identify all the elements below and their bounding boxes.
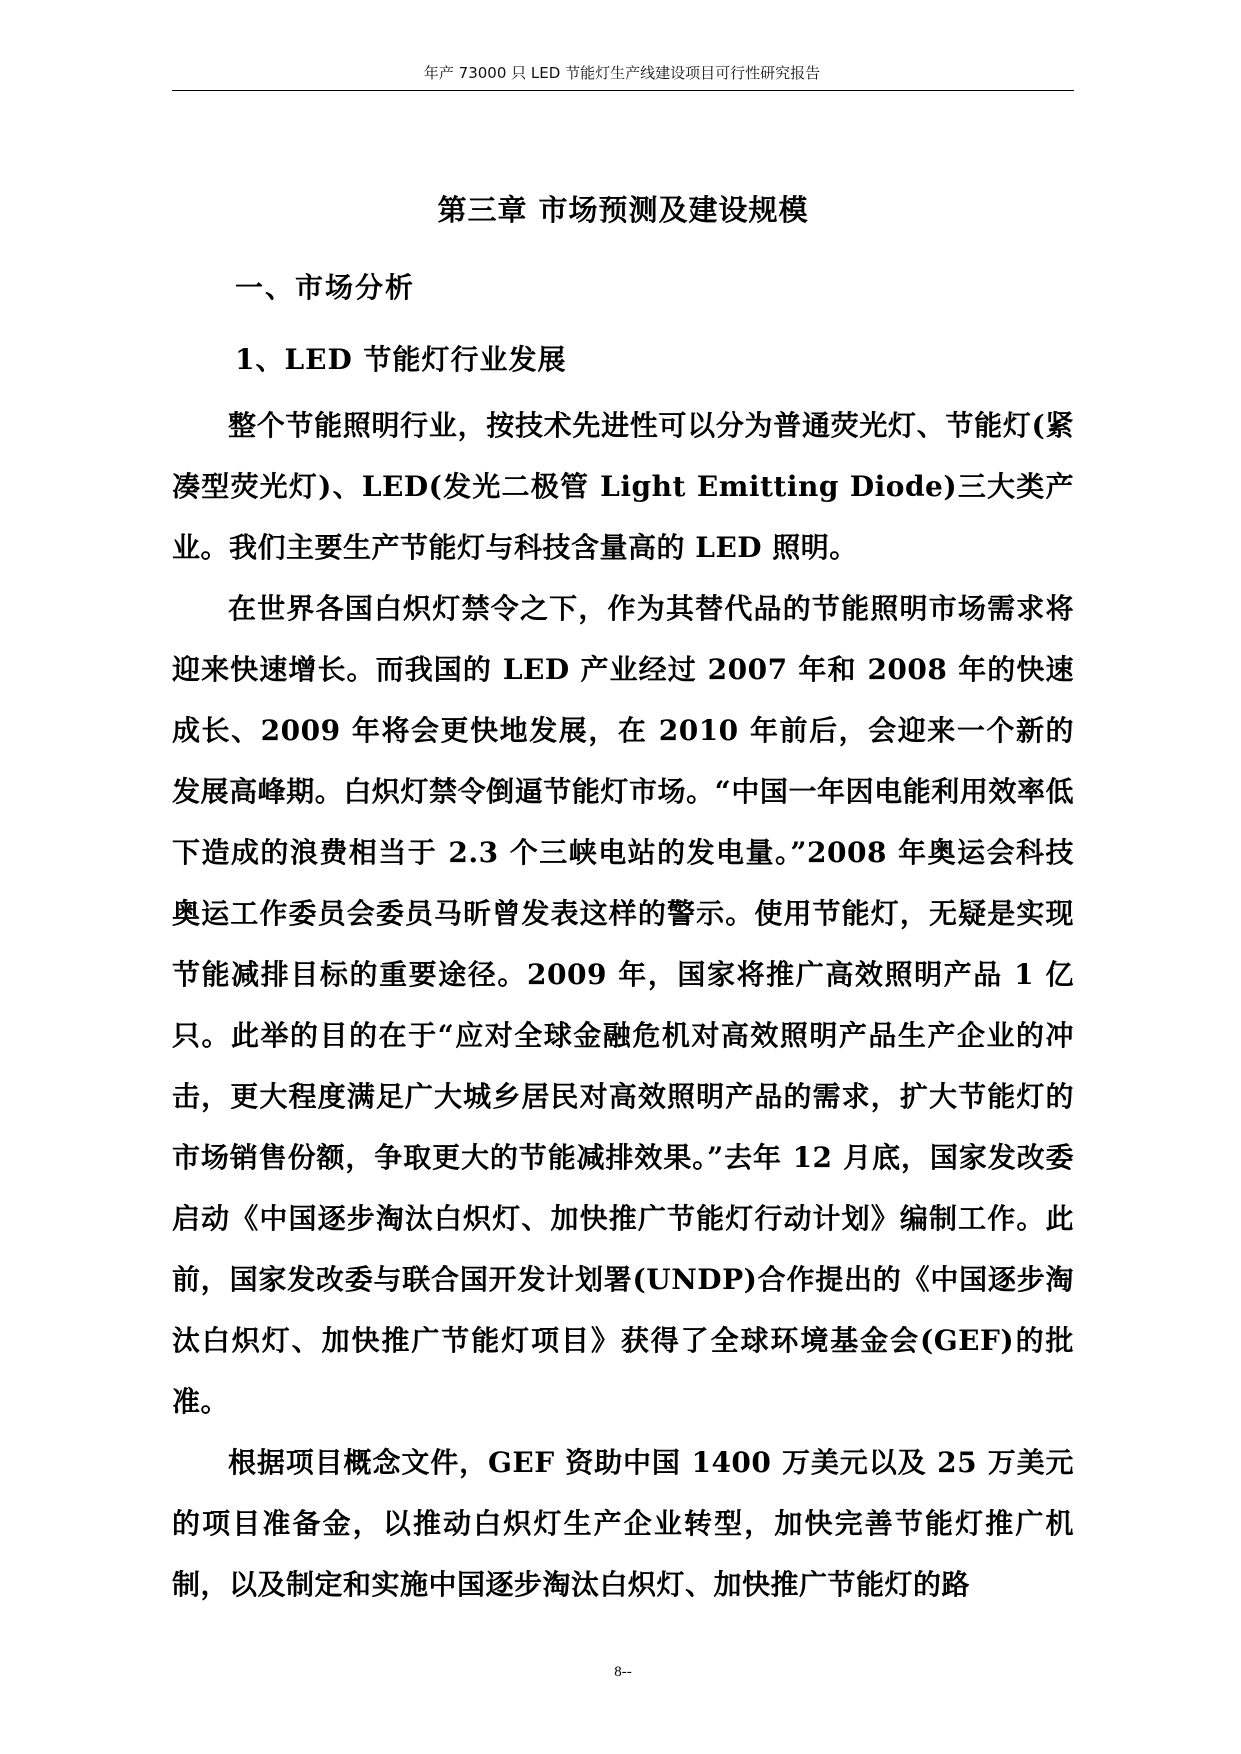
subsection-heading: 1、LED 节能灯行业发展 — [235, 343, 567, 376]
running-header: 年产 73000 只 LED 节能灯生产线建设项目可行性研究报告 — [423, 64, 821, 82]
paragraph: 在世界各国白炽灯禁令之下，作为其替代品的节能照明市场需求将迎来快速增长。而我国的 LED 产业经过 2007 年和 2008 年的快速成长、2009 年将会更快地发展，在 2010 年前后，会迎来一个新的发展高峰期。白炽灯禁令倒逼节能灯市场。“中国一年因电能利用效率低下造成的浪费相当于 2.3 个三峡电站的发电量。”2008 年奥运会科技奥运工作委员会委员马昕曾发表这样的警示。使用节能灯，无疑是实现节能减排目标的重要途径。2009 年，国家将推广高效照明产品 1 亿只。此举的目的在于“应对全球金融危机对高效照明产品生产企业的冲击，更大程度满足广大城乡居民对高效照明产品的需求，扩大节能灯的市场销售份额，争取更大的节能减排效果。”去年 12 月底，国家发改委启动《中国逐步淘汰白炽灯、加快推广节能灯行动计划》编制工作。此前，国家发改委与联合国开发计划署(UNDP)合作提出的《中国逐步淘汰白炽灯、加快推广节能灯项目》获得了全球环境基金会(GEF)的批准。 — [172, 592, 1074, 1418]
paragraph: 根据项目概念文件，GEF 资助中国 1400 万美元以及 25 万美元的项目准备金，以推动白炽灯生产企业转型，加快完善节能灯推广机制，以及制定和实施中国逐步淘汰白炽灯、加快推广节能灯的路 — [172, 1446, 1074, 1601]
chapter-title: 第三章 市场预测及建设规模 — [437, 193, 809, 227]
paragraph: 整个节能照明行业，按技术先进性可以分为普通荧光灯、节能灯(紧凑型荧光灯)、LED(发光二极管 Light Emitting Diode)三大类产业。我们主要生产节能灯与科技含量高的 LED 照明。 — [172, 409, 1074, 564]
page-number: 8-- — [614, 1664, 632, 1680]
section-heading: 一、市场分析 — [235, 271, 416, 304]
header-divider — [172, 90, 1074, 91]
body-text — [172, 395, 1074, 1615]
